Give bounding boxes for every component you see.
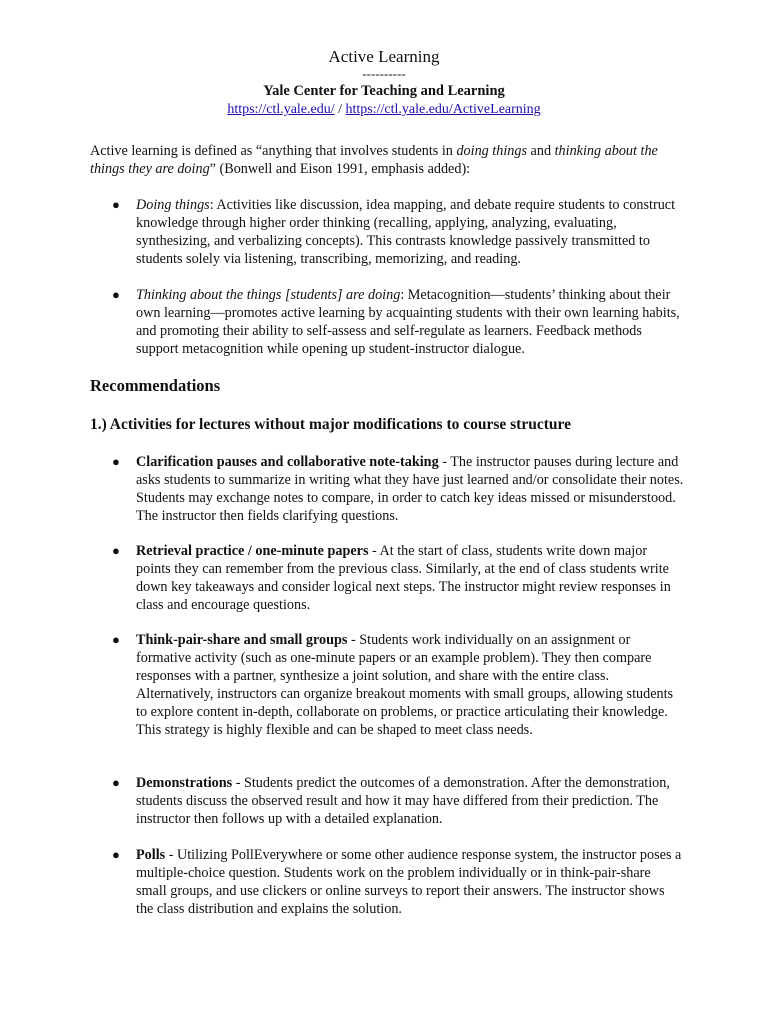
activity-term: Demonstrations bbox=[136, 775, 233, 791]
list-item bbox=[112, 774, 684, 828]
list-item bbox=[112, 286, 684, 358]
intro-text-1: Active learning is defined as “anything that involves students in bbox=[90, 143, 457, 159]
ctl-home-link[interactable]: https://ctl.yale.edu/ bbox=[227, 102, 335, 117]
activity-term: Think-pair-share and small groups bbox=[136, 632, 348, 648]
activity-term: Retrieval practice / one-minute papers bbox=[136, 543, 369, 559]
links-line bbox=[0, 101, 768, 119]
list-item bbox=[112, 846, 684, 918]
list-item bbox=[112, 631, 684, 739]
activity-list-item-3 bbox=[112, 631, 684, 739]
document-header bbox=[0, 46, 768, 119]
intro-text-3: ” (Bonwell and Eison 1991, emphasis added): bbox=[209, 161, 471, 177]
list-item bbox=[112, 453, 684, 525]
bullet-icon: ● bbox=[112, 454, 120, 469]
bullet-icon: ● bbox=[112, 287, 120, 302]
list-item bbox=[112, 196, 684, 268]
bullet-icon: ● bbox=[112, 847, 120, 862]
section-1-heading: 1.) Activities for lectures without major modifications to course structure bbox=[90, 416, 571, 433]
definition-text: : Metacognition—students’ thinking about their own learning—promotes active learning by acquainting students with their own learning habits, and promoting their ability to self-assess and self-regulate as learners. Feedback methods support metacognition while opening up student-instructor dialogue. bbox=[136, 287, 680, 357]
activity-list-item-2 bbox=[112, 542, 684, 614]
definition-term: Thinking about the things [students] are doing bbox=[136, 287, 401, 303]
bullet-icon: ● bbox=[112, 197, 120, 212]
activity-list-item-4 bbox=[112, 774, 684, 828]
list-item bbox=[112, 542, 684, 614]
organization-name: Yale Center for Teaching and Learning bbox=[263, 83, 505, 99]
activity-list-item-1 bbox=[112, 453, 684, 525]
activity-text: - Students work individually on an assignment or formative activity (such as one-minute papers or an example problem). They then compare responses with a partner, synthesize a joint solution, and share with the entire class. Alternatively, instructors can organize breakout moments with small groups, allowing students to explore content in-depth, collaborate on problems, or practice articulating their knowledge. This strategy is highly flexible and can be shaped to meet class needs. bbox=[136, 632, 674, 738]
intro-paragraph bbox=[90, 142, 690, 178]
activity-term: Clarification pauses and collaborative note-taking bbox=[136, 454, 439, 470]
bullet-icon: ● bbox=[112, 543, 120, 558]
definition-list-item-2 bbox=[112, 286, 684, 358]
activity-text: - Students predict the outcomes of a demonstration. After the demonstration, students discuss the observed result and how it may have differed from their prediction. The instructor then follows up with a detailed explanation. bbox=[136, 775, 670, 827]
activity-text: - Utilizing PollEverywhere or some other audience response system, the instructor poses a multiple-choice question. Students work on the problem individually or in think-pair-share small groups, and use clickers or online surveys to report their answers. The instructor shows the class distribution and explains the solution. bbox=[136, 847, 682, 917]
title-divider: ---------- bbox=[362, 66, 406, 81]
intro-emphasis-thinking: thinking about the things they are doing bbox=[90, 143, 658, 177]
document-title: Active Learning bbox=[328, 47, 440, 66]
activity-text: - The instructor pauses during lecture and asks students to summarize in writing what they have just learned and/or consolidate their notes. Students may exchange notes to compare, in order to catch key ideas missed or misunderstood. The instructor then fields clarifying questions. bbox=[136, 454, 684, 524]
definition-term: Doing things bbox=[136, 197, 210, 213]
activity-term: Polls bbox=[136, 847, 166, 863]
link-separator: / bbox=[334, 102, 346, 117]
intro-emphasis-doing: doing things bbox=[456, 143, 527, 159]
bullet-icon: ● bbox=[112, 632, 120, 647]
bullet-icon: ● bbox=[112, 775, 120, 790]
recommendations-heading: Recommendations bbox=[90, 376, 221, 395]
definition-text: : Activities like discussion, idea mapping, and debate require students to construct knowledge through higher order thinking (recalling, applying, analyzing, evaluating, synthesizing, and verbalizing concepts). This contrasts knowledge passively transmitted to students solely via listening, transcribing, memorizing, and reading. bbox=[136, 197, 676, 267]
intro-text-2: and bbox=[527, 143, 555, 159]
active-learning-link[interactable]: https://ctl.yale.edu/ActiveLearning bbox=[345, 102, 541, 117]
activity-list-item-5 bbox=[112, 846, 684, 918]
activity-text: - At the start of class, students write down major points they can remember from the previous class. Similarly, at the end of class students write down key takeaways and consider logical next steps. The instructor might review responses in class and encourage questions. bbox=[136, 543, 671, 613]
definition-list-item-1 bbox=[112, 196, 684, 268]
